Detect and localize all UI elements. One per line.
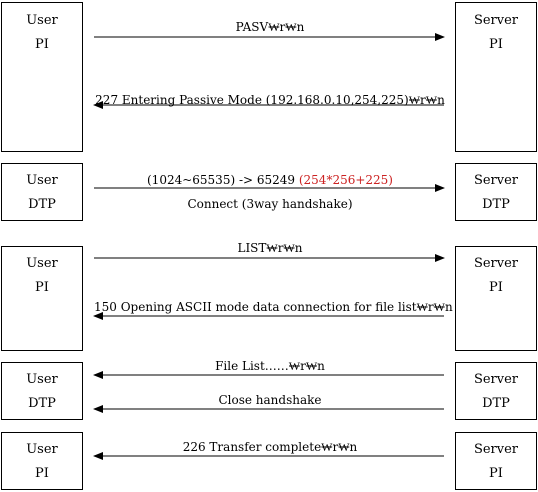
server-pi-sublabel-3: PI [489,466,503,481]
server-dtp-label-2: Server [473,372,519,387]
connect-handshake-note: Connect (3way handshake) [187,197,353,211]
port-calc-highlight: (254*256+225) [298,173,393,187]
user-pi-sublabel-2: PI [35,280,49,295]
pasv-message: PASV₩r₩n [235,20,305,34]
server-dtp-label: Server [473,173,519,188]
file-list-message: File List……₩r₩n [215,359,325,373]
opening-ascii-reply: 150 Opening ASCII mode data connection for file list₩r₩n [94,300,453,314]
user-pi-label: User [26,13,58,28]
user-pi-sublabel-3: PI [35,466,49,481]
server-pi-sublabel: PI [489,37,503,52]
port-range-text: (1024~65535) -> 65249 [147,173,299,187]
server-pi-label: Server [473,13,519,28]
server-pi-sublabel-2: PI [489,280,503,295]
user-dtp-label-2: User [26,372,58,387]
user-pi-sublabel: PI [35,37,49,52]
close-handshake-message: Close handshake [218,393,322,407]
user-dtp-label: User [26,173,58,188]
list-command-message: LIST₩r₩n [237,241,303,255]
user-pi-label-3: User [26,442,58,457]
server-pi-label-3: Server [473,442,519,457]
user-dtp-sublabel: DTP [28,197,56,212]
server-dtp-sublabel: DTP [482,197,510,212]
user-pi-label-2: User [26,256,58,271]
transfer-complete-message: 226 Transfer complete₩r₩n [182,440,358,454]
user-dtp-sublabel-2: DTP [28,396,56,411]
server-pi-label-2: Server [473,256,519,271]
server-dtp-sublabel-2: DTP [482,396,510,411]
passive-mode-reply: 227 Entering Passive Mode (192.168.0.10,254,225)₩r₩n [95,93,445,107]
